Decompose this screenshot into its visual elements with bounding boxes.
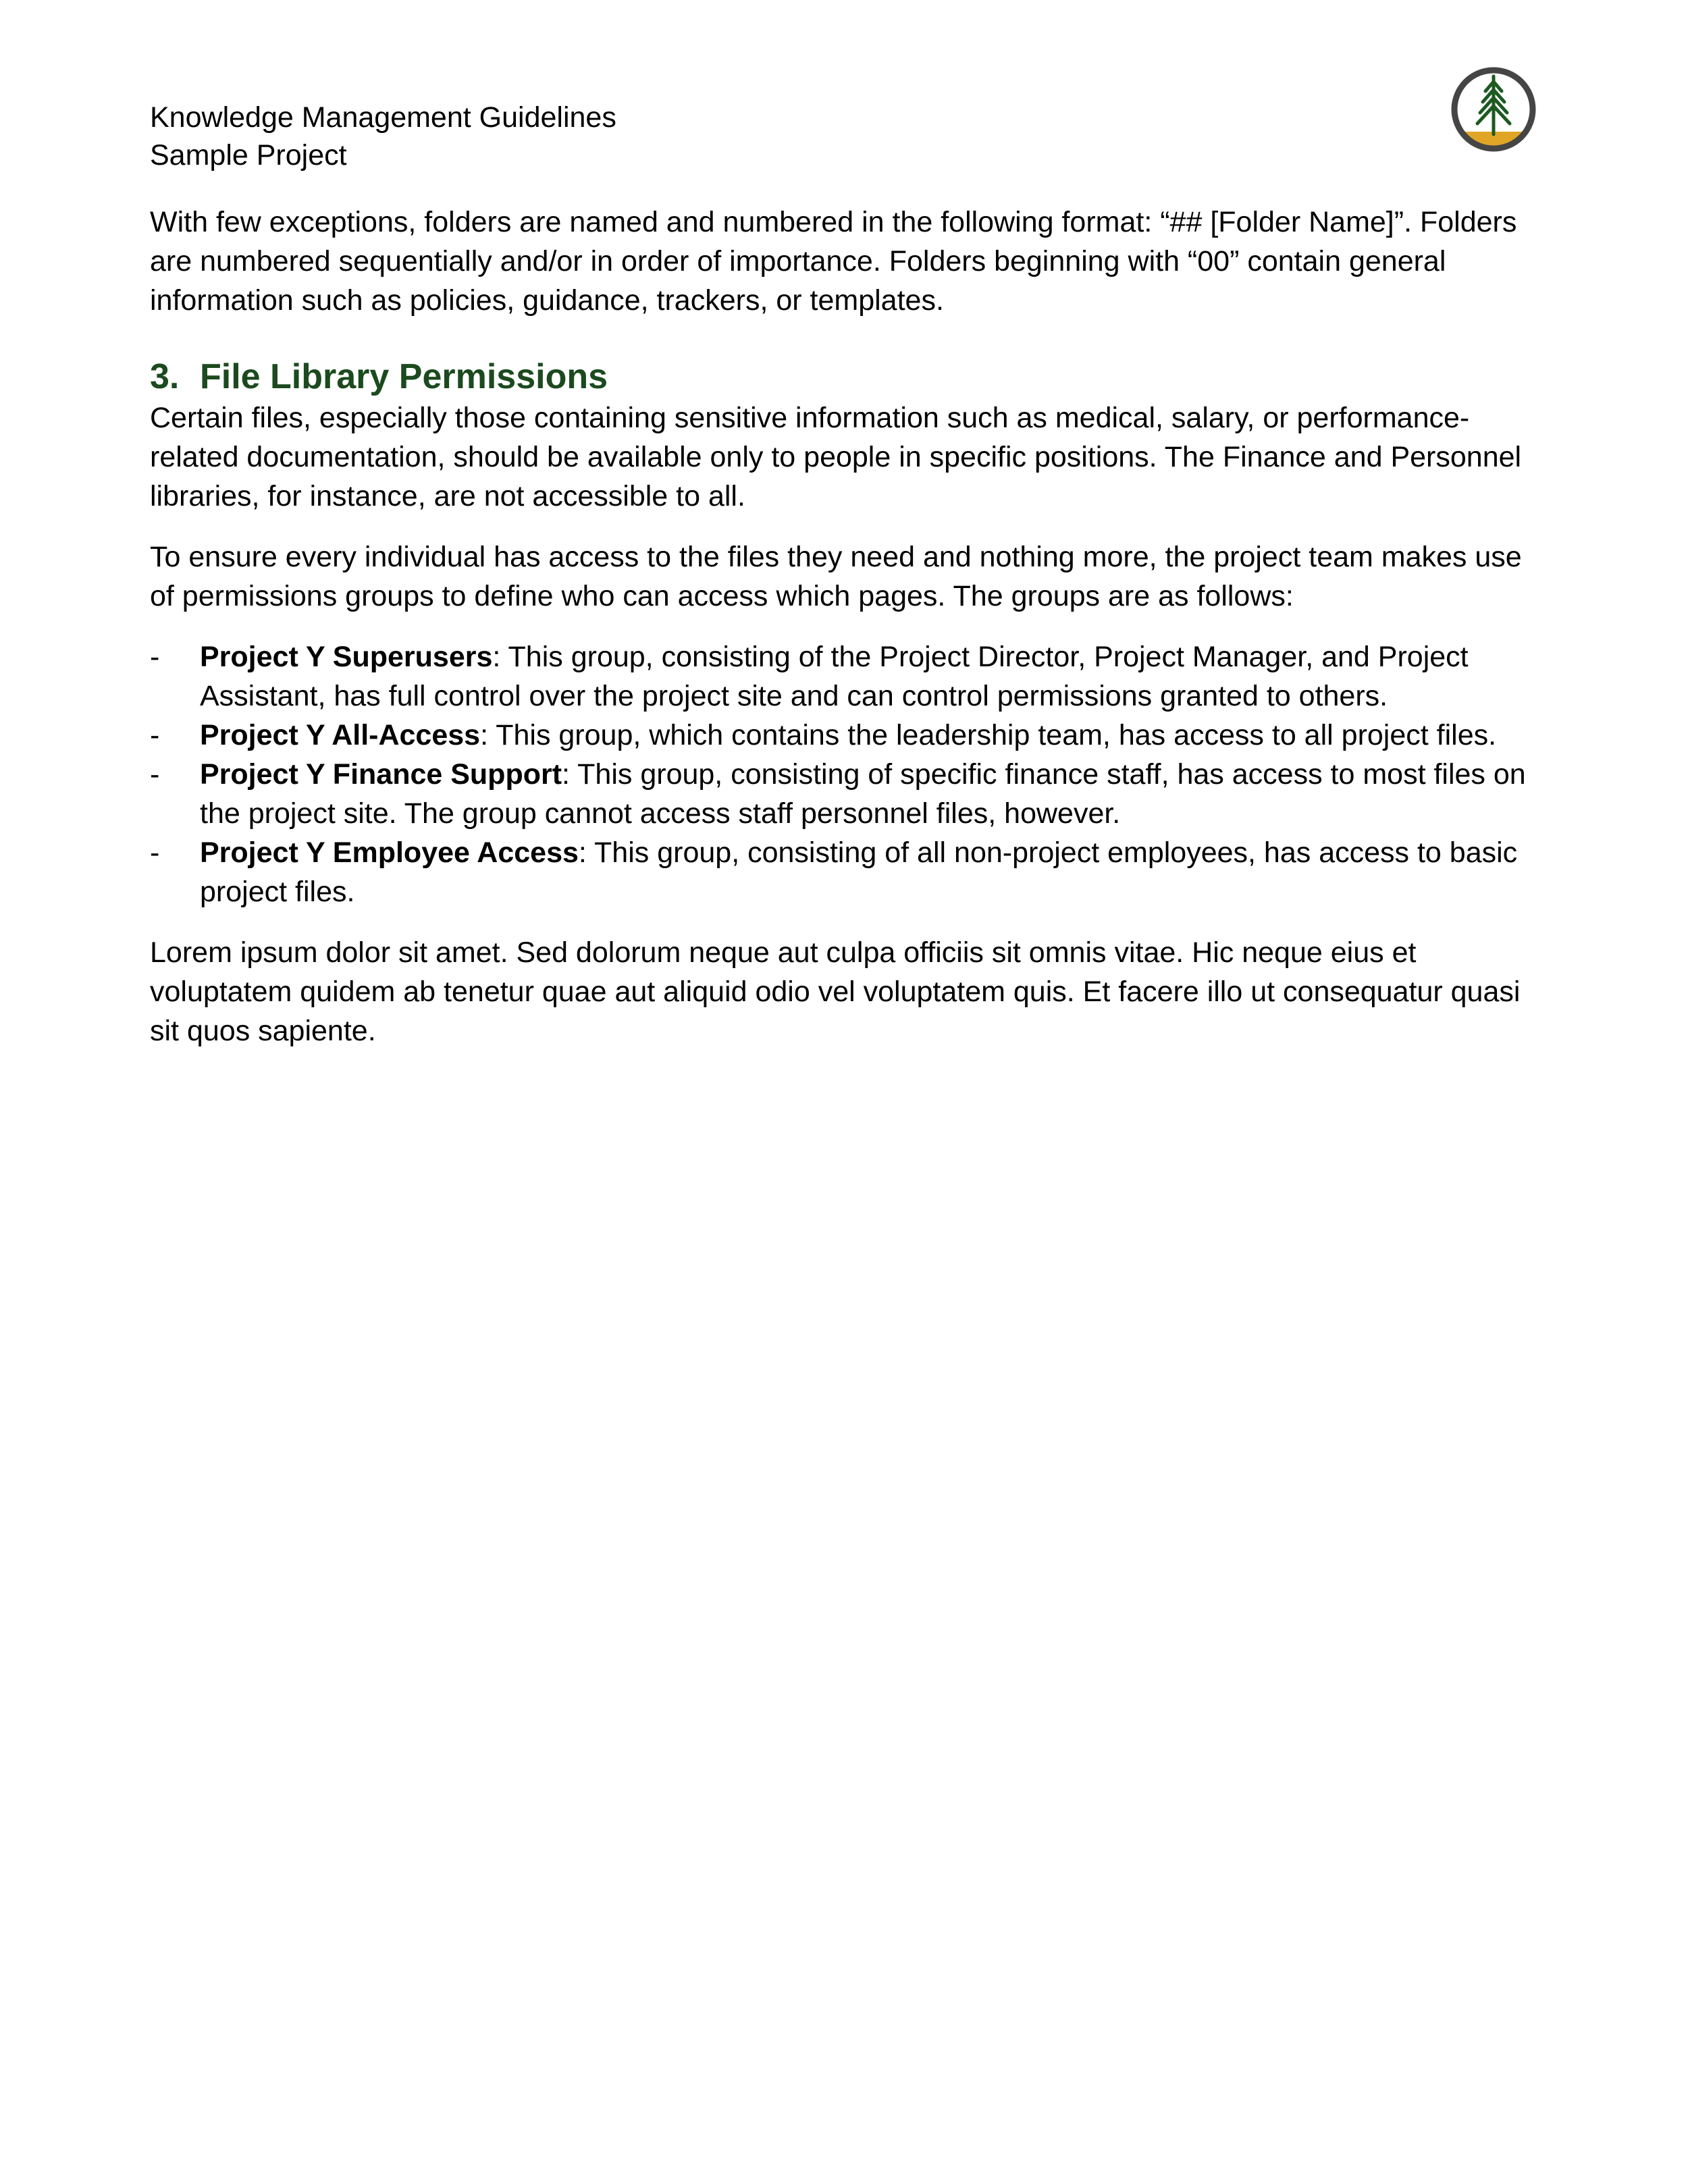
group-description: : This group, which contains the leadership team, has access to all project files. [480, 719, 1497, 751]
section-heading [150, 355, 1541, 398]
group-description: : This group, consisting of the Project Director, Project Manager, and Project Assistant, has full control over the project site and can control permissions granted to others. [200, 641, 1469, 712]
list-item [150, 637, 1541, 716]
group-description: : This group, consisting of specific finance staff, has access to most files on the project site. The group cannot access staff personnel files, however. [200, 758, 1526, 830]
group-description: : This group, consisting of all non-project employees, has access to basic project files. [200, 836, 1518, 908]
section-paragraph-1: Certain files, especially those containing sensitive information such as medical, salary, or performance-related documentation, should be available only to people in specific positions. The Finance and Personnel libraries, for instance, are not accessible to all. [150, 402, 1522, 512]
bullet-dash: - [150, 641, 160, 673]
header-document-title: Knowledge Management Guidelines [150, 101, 616, 134]
section-title: File Library Permissions [200, 357, 608, 396]
pine-tree-logo-icon [1448, 64, 1539, 155]
group-name: Project Y Superusers [200, 641, 493, 673]
section-paragraph-3: Lorem ipsum dolor sit amet. Sed dolorum neque aut culpa officiis sit omnis vitae. Hic neque eius et voluptatem quidem ab tenetur quae aut aliquid odio vel voluptatem quis. Et facere illo ut consequatur quasi sit quos sapiente. [150, 936, 1521, 1047]
intro-paragraph: With few exceptions, folders are named and numbered in the following format: “## [Folder Name]”. Folders are numbered sequentially and/or in order of importance. Folders beginning with “00” contain general information such as policies, guidance, trackers, or templates. [150, 206, 1517, 317]
list-item [150, 833, 1541, 911]
bullet-dash: - [150, 719, 160, 751]
permission-groups-list [150, 637, 1541, 911]
group-name: Project Y All-Access [200, 719, 481, 751]
header-project-name: Sample Project [150, 139, 347, 171]
section-paragraph-2: To ensure every individual has access to the files they need and nothing more, the project team makes use of permissions groups to define who can access which pages. The groups are as follows: [150, 541, 1522, 612]
group-name: Project Y Finance Support [200, 758, 562, 791]
list-item [150, 716, 1541, 755]
group-name: Project Y Employee Access [200, 836, 579, 869]
document-body [150, 203, 1541, 1072]
bullet-dash: - [150, 758, 160, 791]
section-number: 3. [150, 357, 180, 396]
list-item [150, 755, 1541, 833]
bullet-dash: - [150, 836, 160, 869]
page-header [150, 99, 616, 174]
